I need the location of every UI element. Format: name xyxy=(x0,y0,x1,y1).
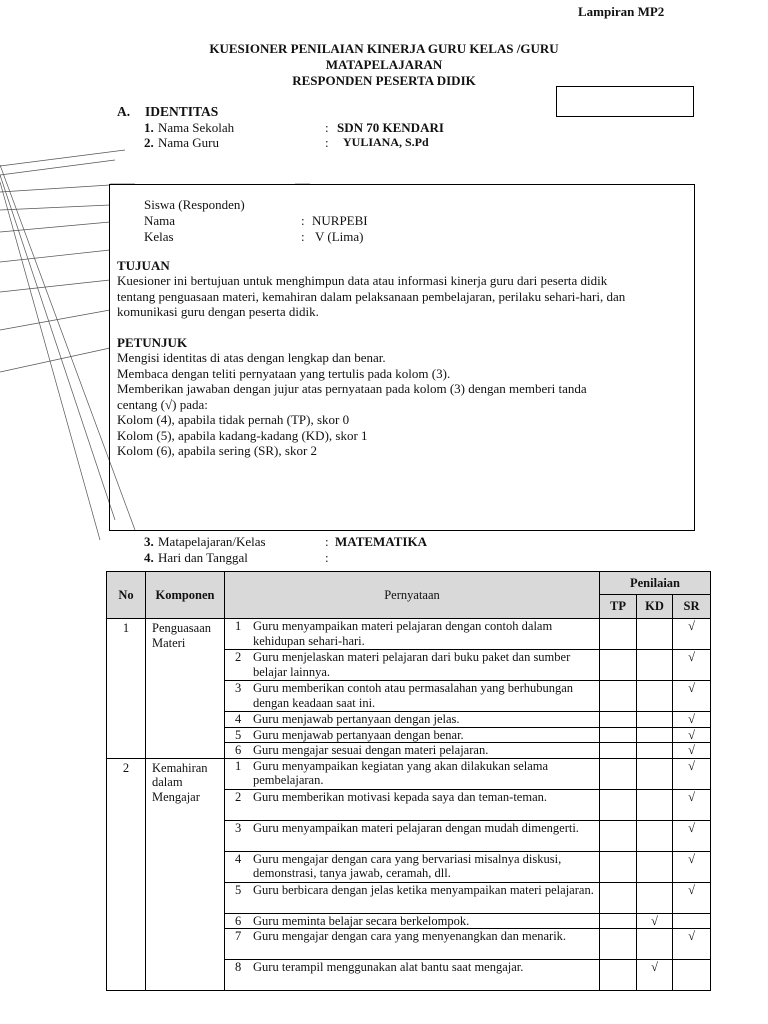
rating-cell-kd[interactable] xyxy=(637,712,673,728)
tujuan-heading: TUJUAN xyxy=(117,258,170,273)
teacher-value: YULIANA, S.Pd xyxy=(343,135,429,149)
rating-cell-tp[interactable] xyxy=(600,960,637,991)
subject-value: MATEMATIKA xyxy=(335,534,427,549)
header-kd: KD xyxy=(637,595,673,619)
statement-cell xyxy=(225,929,600,960)
school-colon: : xyxy=(325,120,329,135)
rating-cell-kd[interactable] xyxy=(637,743,673,759)
respondent-heading: Siswa (Responden) xyxy=(144,197,245,212)
rating-cell-sr[interactable] xyxy=(673,743,711,759)
statement-cell xyxy=(225,820,600,851)
date-label: Hari dan Tanggal xyxy=(158,550,248,565)
statement-cell xyxy=(225,789,600,820)
statement-number: 1 xyxy=(235,758,242,773)
rating-cell-tp[interactable] xyxy=(600,727,637,743)
statement-cell xyxy=(225,758,600,789)
school-number: 1. xyxy=(144,120,154,135)
rating-cell-tp[interactable] xyxy=(600,743,637,759)
school-value: SDN 70 KENDARI xyxy=(337,120,444,135)
statement-number: 6 xyxy=(235,913,242,928)
rating-cell-kd[interactable] xyxy=(637,681,673,712)
rating-cell-kd[interactable] xyxy=(637,929,673,960)
statement-number: 7 xyxy=(235,929,242,943)
statement-cell xyxy=(225,727,600,743)
check-mark-icon: √ xyxy=(688,820,695,835)
statement-cell xyxy=(225,681,600,712)
check-mark-icon: √ xyxy=(688,619,695,633)
rating-cell-kd[interactable] xyxy=(637,851,673,882)
respondent-class-colon: : xyxy=(301,229,305,244)
check-mark-icon: √ xyxy=(688,758,695,773)
petunjuk-line: centang (√) pada: xyxy=(117,397,208,412)
section-letter: A. xyxy=(117,104,131,119)
rating-cell-tp[interactable] xyxy=(600,789,637,820)
respondent-name-label: Nama xyxy=(144,213,176,228)
teacher-number: 2. xyxy=(144,135,154,150)
school-label: Nama Sekolah xyxy=(158,120,235,135)
teacher-colon: : xyxy=(325,135,329,150)
statement-cell xyxy=(225,650,600,681)
check-mark-icon: √ xyxy=(688,650,695,664)
rating-cell-sr[interactable] xyxy=(673,882,711,913)
statement-text: Guru berbicara dengan jelas ketika menyampaikan materi pelajaran. xyxy=(253,882,594,897)
check-mark-icon: √ xyxy=(688,712,695,726)
statement-cell xyxy=(225,743,600,759)
petunjuk-line: Kolom (6), apabila sering (SR), skor 2 xyxy=(117,443,318,458)
table-row xyxy=(107,619,711,650)
statement-text: Guru mengajar dengan cara yang menyenangkan dan menarik. xyxy=(253,929,567,943)
rating-cell-kd[interactable] xyxy=(637,882,673,913)
check-mark-icon: √ xyxy=(688,743,695,757)
statement-number: 6 xyxy=(235,743,242,757)
assessment-table xyxy=(106,571,711,991)
group-component: Penguasaan Materi xyxy=(146,619,225,759)
petunjuk-line: Kolom (5), apabila kadang-kadang (KD), skor 1 xyxy=(117,428,368,443)
header-assessment: Penilaian xyxy=(600,572,711,595)
check-mark-icon: √ xyxy=(688,789,695,804)
rating-cell-sr[interactable] xyxy=(673,820,711,851)
check-mark-icon: √ xyxy=(688,929,695,943)
rating-cell-sr[interactable] xyxy=(673,727,711,743)
petunjuk-line: Memberikan jawaban dengan jujur atas pernyataan pada kolom (3) dengan memberi tanda xyxy=(117,381,587,396)
tujuan-line-2: tentang penguasaan materi, kemahiran dalam pelaksanaan pembelajaran, perilaku sehari-hari, dan xyxy=(117,289,626,304)
check-mark-icon: √ xyxy=(688,851,695,866)
rating-cell-tp[interactable] xyxy=(600,758,637,789)
tujuan-line-3: komunikasi guru dengan peserta didik. xyxy=(117,304,319,319)
respondent-name-value: NURPEBI xyxy=(312,213,368,228)
group-number: 2 xyxy=(107,758,146,991)
rating-cell-sr[interactable] xyxy=(673,789,711,820)
rating-cell-sr[interactable] xyxy=(673,913,711,929)
rating-cell-tp[interactable] xyxy=(600,619,637,650)
rating-cell-sr[interactable] xyxy=(673,619,711,650)
statement-text: Guru mengajar sesuai dengan materi pelajaran. xyxy=(253,743,489,757)
petunjuk-heading: PETUNJUK xyxy=(117,335,188,350)
statement-text: Guru menyampaikan materi pelajaran dengan contoh dalam kehidupan sehari-hari. xyxy=(253,619,553,648)
statement-text: Guru menyampaikan materi pelajaran dengan mudah dimengerti. xyxy=(253,820,579,835)
rating-cell-sr[interactable] xyxy=(673,929,711,960)
statement-text: Guru memberikan motivasi kepada saya dan teman-teman. xyxy=(253,789,547,804)
rating-cell-kd[interactable] xyxy=(637,650,673,681)
check-mark-icon: √ xyxy=(688,681,695,695)
statement-text: Guru menyampaikan kegiatan yang akan dilakukan selama pembelajaran. xyxy=(253,758,549,787)
rating-cell-tp[interactable] xyxy=(600,712,637,728)
rating-cell-kd[interactable] xyxy=(637,789,673,820)
subject-number: 3. xyxy=(144,534,154,549)
rating-cell-sr[interactable] xyxy=(673,851,711,882)
statement-number: 1 xyxy=(235,619,242,633)
respondent-class-value: V (Lima) xyxy=(315,229,364,244)
subject-colon: : xyxy=(325,534,329,549)
statement-text: Guru memberikan contoh atau permasalahan yang berhubungan dengan keadaan saat ini. xyxy=(253,681,574,710)
statement-cell xyxy=(225,619,600,650)
petunjuk-line: Kolom (4), apabila tidak pernah (TP), skor 0 xyxy=(117,412,350,427)
rating-cell-kd[interactable] xyxy=(637,913,673,929)
title-line-1: KUESIONER PENILAIAN KINERJA GURU KELAS /GURU xyxy=(209,41,559,56)
code-box xyxy=(556,86,694,117)
statement-number: 2 xyxy=(235,789,242,804)
title-line-3: RESPONDEN PESERTA DIDIK xyxy=(292,73,476,88)
rating-cell-kd[interactable] xyxy=(637,727,673,743)
petunjuk-line: Mengisi identitas di atas dengan lengkap dan benar. xyxy=(117,350,386,365)
group-component: Kemahiran dalam Mengajar xyxy=(146,758,225,991)
statement-cell xyxy=(225,960,600,991)
respondent-class-label: Kelas xyxy=(144,229,174,244)
group-number: 1 xyxy=(107,619,146,759)
check-mark-icon: √ xyxy=(688,727,695,742)
rating-cell-kd[interactable] xyxy=(637,758,673,789)
rating-cell-tp[interactable] xyxy=(600,681,637,712)
table-row xyxy=(107,758,711,789)
statement-cell xyxy=(225,851,600,882)
statement-number: 4 xyxy=(235,712,242,726)
statement-number: 5 xyxy=(235,882,242,897)
check-mark-icon: √ xyxy=(688,882,695,897)
rating-cell-sr[interactable] xyxy=(673,650,711,681)
rating-cell-tp[interactable] xyxy=(600,882,637,913)
rating-cell-sr[interactable] xyxy=(673,960,711,991)
teacher-label: Nama Guru xyxy=(158,135,220,150)
rating-cell-kd[interactable] xyxy=(637,960,673,991)
subject-label: Matapelajaran/Kelas xyxy=(158,534,266,549)
rating-cell-tp[interactable] xyxy=(600,851,637,882)
statement-number: 3 xyxy=(235,820,242,835)
statement-number: 2 xyxy=(235,650,242,664)
header-tp: TP xyxy=(600,595,637,619)
statement-number: 5 xyxy=(235,727,242,742)
statement-text: Guru menjawab pertanyaan dengan jelas. xyxy=(253,712,460,726)
date-colon: : xyxy=(325,550,329,565)
rating-cell-sr[interactable] xyxy=(673,681,711,712)
header-sr: SR xyxy=(673,595,711,619)
check-mark-icon: √ xyxy=(651,960,658,974)
rating-cell-tp[interactable] xyxy=(600,929,637,960)
statement-cell xyxy=(225,913,600,929)
section-heading-identitas: IDENTITAS xyxy=(145,104,219,119)
rating-cell-tp[interactable] xyxy=(600,650,637,681)
petunjuk-line: Membaca dengan teliti pernyataan yang tertulis pada kolom (3). xyxy=(117,366,451,381)
statement-cell xyxy=(225,712,600,728)
statement-text: Guru menjelaskan materi pelajaran dari buku paket dan sumber belajar lainnya. xyxy=(253,650,571,679)
statement-cell xyxy=(225,882,600,913)
statement-text: Guru mengajar dengan cara yang bervariasi misalnya diskusi, demonstrasi, tanya jawab, ceramah, dll. xyxy=(253,851,562,880)
header-statement: Pernyataan xyxy=(225,572,600,619)
statement-number: 3 xyxy=(235,681,242,695)
rating-cell-kd[interactable] xyxy=(637,820,673,851)
statement-number: 4 xyxy=(235,851,242,866)
header-no: No xyxy=(107,572,146,619)
header-component: Komponen xyxy=(146,572,225,619)
rating-cell-sr[interactable] xyxy=(673,758,711,789)
respondent-name-colon: : xyxy=(301,213,305,228)
statement-number: 8 xyxy=(235,960,242,974)
rating-cell-tp[interactable] xyxy=(600,913,637,929)
statement-text: Guru terampil menggunakan alat bantu saat mengajar. xyxy=(253,960,524,974)
statement-text: Guru meminta belajar secara berkelompok. xyxy=(253,913,470,928)
attachment-label: Lampiran MP2 xyxy=(578,4,665,19)
statement-text: Guru menjawab pertanyaan dengan benar. xyxy=(253,727,464,742)
rating-cell-tp[interactable] xyxy=(600,820,637,851)
rating-cell-kd[interactable] xyxy=(637,619,673,650)
title-line-2: MATAPELAJARAN xyxy=(325,57,443,72)
tujuan-line-1: Kuesioner ini bertujuan untuk menghimpun data atau informasi kinerja guru dari peserta didik xyxy=(117,273,608,288)
date-number: 4. xyxy=(144,550,154,565)
check-mark-icon: √ xyxy=(651,913,658,928)
rating-cell-sr[interactable] xyxy=(673,712,711,728)
